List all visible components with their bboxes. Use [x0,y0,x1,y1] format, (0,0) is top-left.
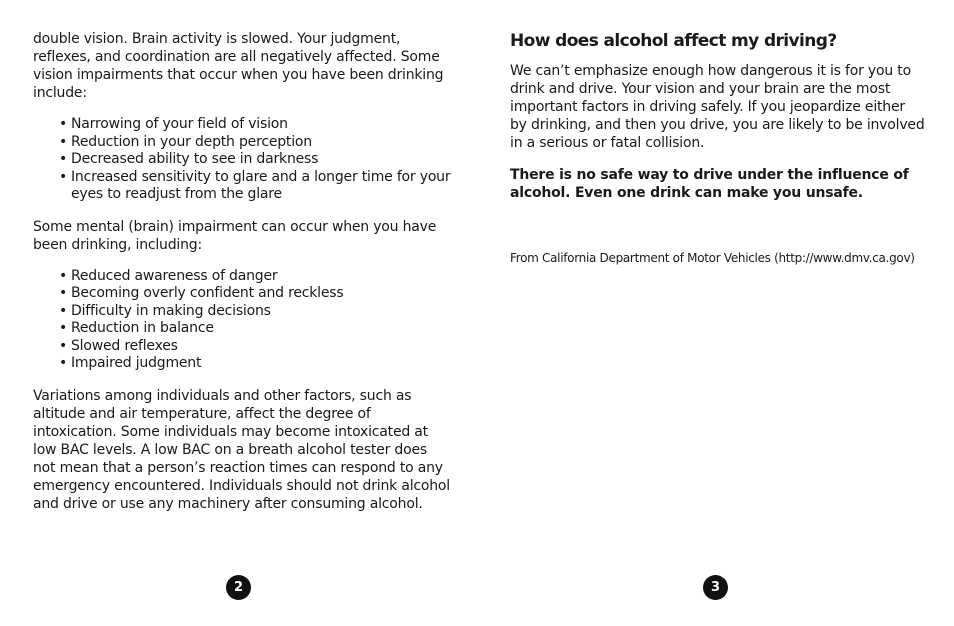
page-number-badge: 2 [226,575,251,600]
list-item: • Narrowing of your field of vision [59,116,453,134]
mental-intro-paragraph: Some mental (brain) impairment can occur when you have been drinking, including: [33,218,437,253]
list-item: • Reduction in balance [59,320,453,338]
list-item: • Becoming overly confident and reckless [59,285,453,303]
section-heading: How does alcohol affect my driving? [510,31,837,51]
left-text-column [33,30,453,527]
vision-intro-paragraph: double vision. Brain activity is slowed. Your judgment, reflexes, and coordination are all negatively affected. Some vision impairments that occur when you have been drinking include: [33,31,444,101]
list-item: • Difficulty in making decisions [59,303,453,321]
list-item: • Impaired judgment [59,355,453,373]
variations-paragraph: Variations among individuals and other factors, such as altitude and air temperature, affect the degree of intoxication. Some individuals may become intoxicated at low BAC levels. A low BAC on a breath alcohol tester does not mean that a person’s reaction times can respond to any emergency encountered. Individuals should not drink alcohol and drive or use any machinery after consuming alcohol. [33,387,450,512]
mental-impairment-list [33,268,453,373]
right-page [477,0,954,626]
warning-statement: There is no safe way to drive under the influence of alcohol. Even one drink can make you unsafe. [510,167,909,201]
list-item: • Slowed reflexes [59,338,453,356]
source-credit: From California Department of Motor Vehicles (http://www.dmv.ca.gov) [510,251,915,265]
list-item: • Increased sensitivity to glare and a longer time for your eyes to readjust from the glare [59,169,453,204]
right-text-column [510,30,925,266]
list-item: • Reduced awareness of danger [59,268,453,286]
vision-impairment-list [33,116,453,204]
list-item: • Decreased ability to see in darkness [59,151,453,169]
driving-body-paragraph: We can’t emphasize enough how dangerous it is for you to drink and drive. Your vision and your brain are the most important factors in driving safely. If you jeopardize either by drinking, and then you drive, you are likely to be involved in a serious or fatal collision. [510,63,925,151]
list-item: • Reduction in your depth perception [59,134,453,152]
page-number-badge: 3 [703,575,728,600]
